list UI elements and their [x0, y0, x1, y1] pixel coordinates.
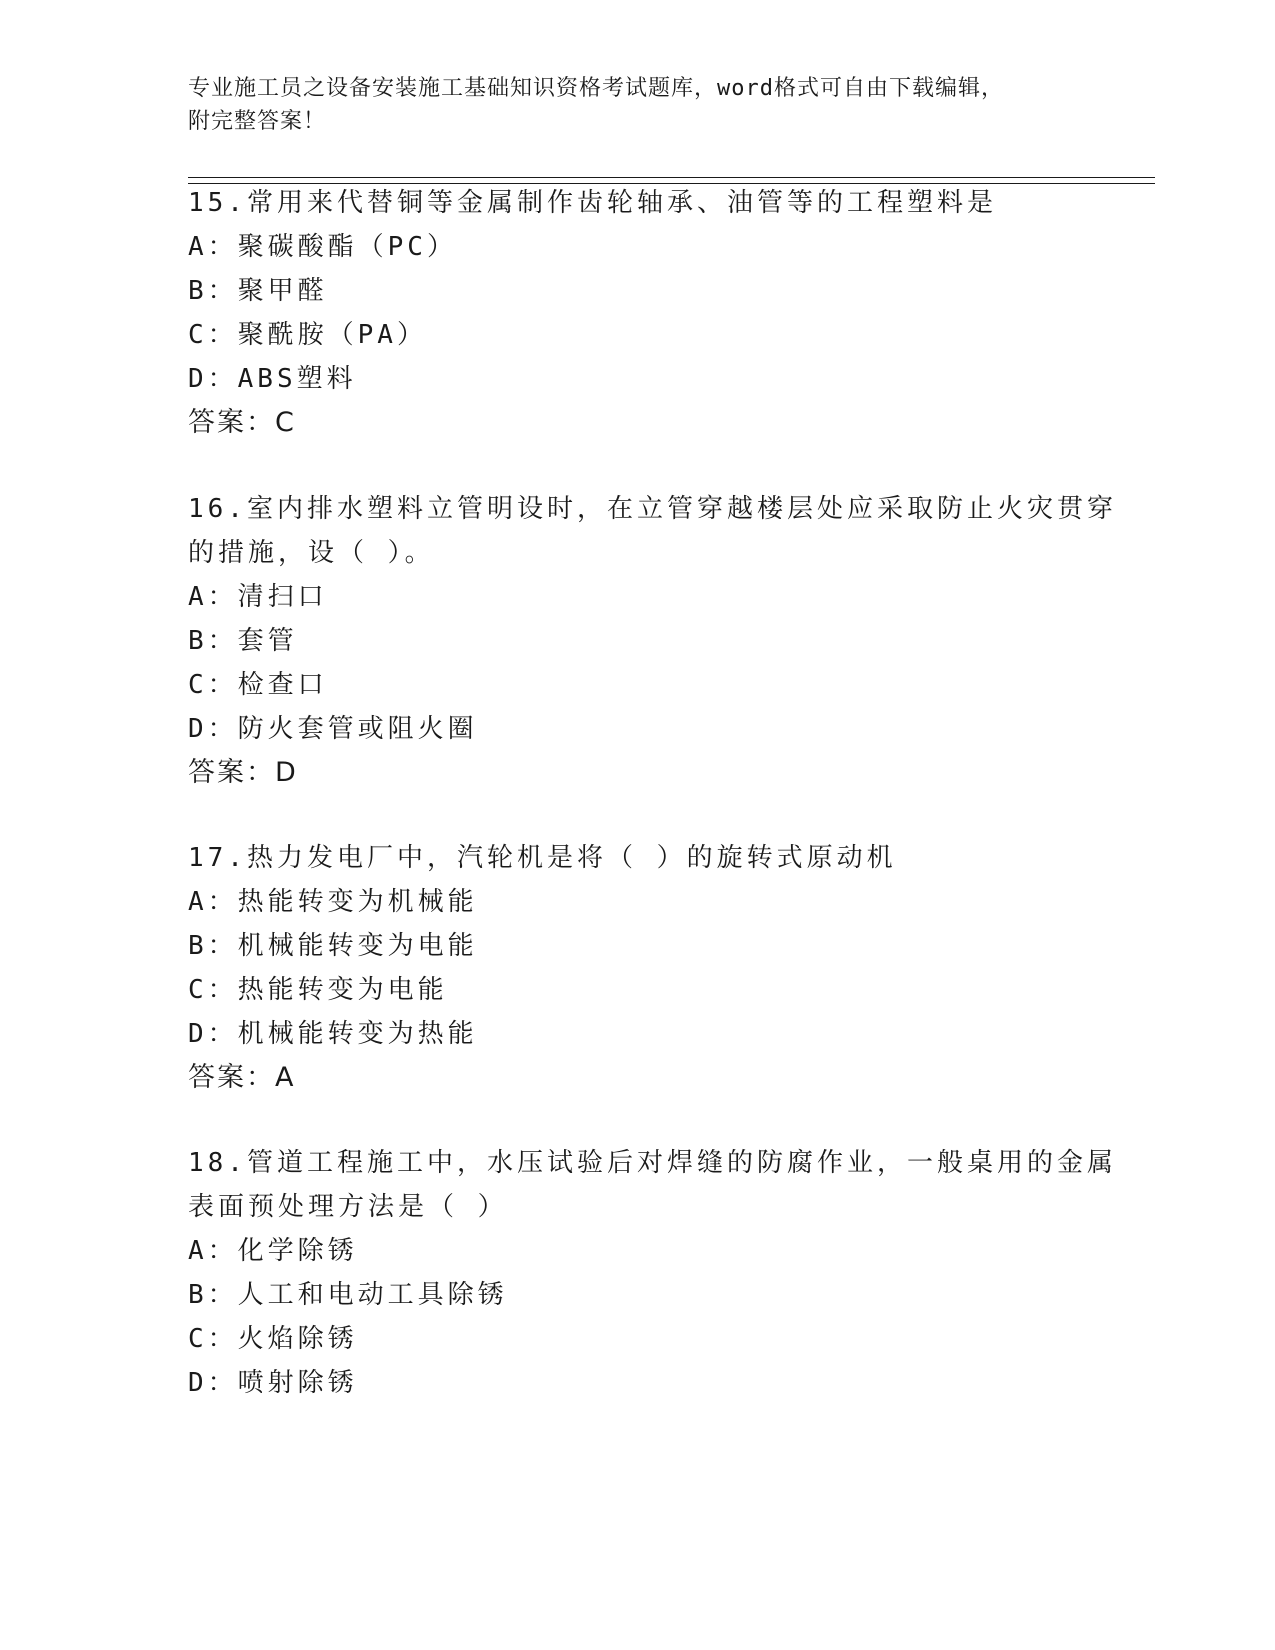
- question-16-option-a: A：清扫口: [188, 582, 328, 612]
- question-16-stem-line-1: 16.室内排水塑料立管明设时，在立管穿越楼层处应采取防止火灾贯穿: [188, 494, 1117, 524]
- header-divider-bottom: [188, 183, 1155, 184]
- question-16-stem-line-2: 的措施，设（ ）。: [188, 538, 435, 568]
- question-15-option-c: C：聚酰胺（PA）: [188, 320, 427, 350]
- question-16-option-c: C：检查口: [188, 670, 328, 700]
- question-17-option-d: D：机械能转变为热能: [188, 1019, 478, 1049]
- question-17-answer: 答案：A: [188, 1062, 296, 1093]
- question-18-option-b: B：人工和电动工具除锈: [188, 1280, 508, 1310]
- header-line-2: 附完整答案！: [188, 109, 327, 134]
- question-18-stem-line-2: 表面预处理方法是（ ）: [188, 1192, 508, 1222]
- header-line-1: 专业施工员之设备安装施工基础知识资格考试题库，word格式可自由下载编辑，: [188, 76, 1004, 101]
- document-header: [188, 72, 1068, 138]
- question-17-option-b: B：机械能转变为电能: [188, 931, 478, 961]
- question-16-option-b: B：套管: [188, 626, 298, 656]
- question-15-option-d: D：ABS塑料: [188, 364, 357, 394]
- question-18-option-a: A：化学除锈: [188, 1236, 358, 1266]
- question-17-option-c: C：热能转变为电能: [188, 975, 448, 1005]
- question-15-answer: 答案：C: [188, 407, 296, 438]
- question-15-option-b: B：聚甲醛: [188, 276, 328, 306]
- question-16-option-d: D：防火套管或阻火圈: [188, 714, 478, 744]
- question-18-stem-line-1: 18.管道工程施工中，水压试验后对焊缝的防腐作业，一般桌用的金属: [188, 1148, 1117, 1178]
- question-18-option-c: C：火焰除锈: [188, 1324, 358, 1354]
- header-divider-top: [188, 177, 1155, 178]
- question-15-option-a: A：聚碳酸酯（PC）: [188, 232, 457, 262]
- question-17-option-a: A：热能转变为机械能: [188, 887, 478, 917]
- question-17-stem: 17.热力发电厂中，汽轮机是将（ ）的旋转式原动机: [188, 843, 897, 873]
- question-15-stem: 15.常用来代替铜等金属制作齿轮轴承、油管等的工程塑料是: [188, 188, 997, 218]
- question-18-option-d: D：喷射除锈: [188, 1368, 358, 1398]
- question-16-answer: 答案：D: [188, 757, 298, 788]
